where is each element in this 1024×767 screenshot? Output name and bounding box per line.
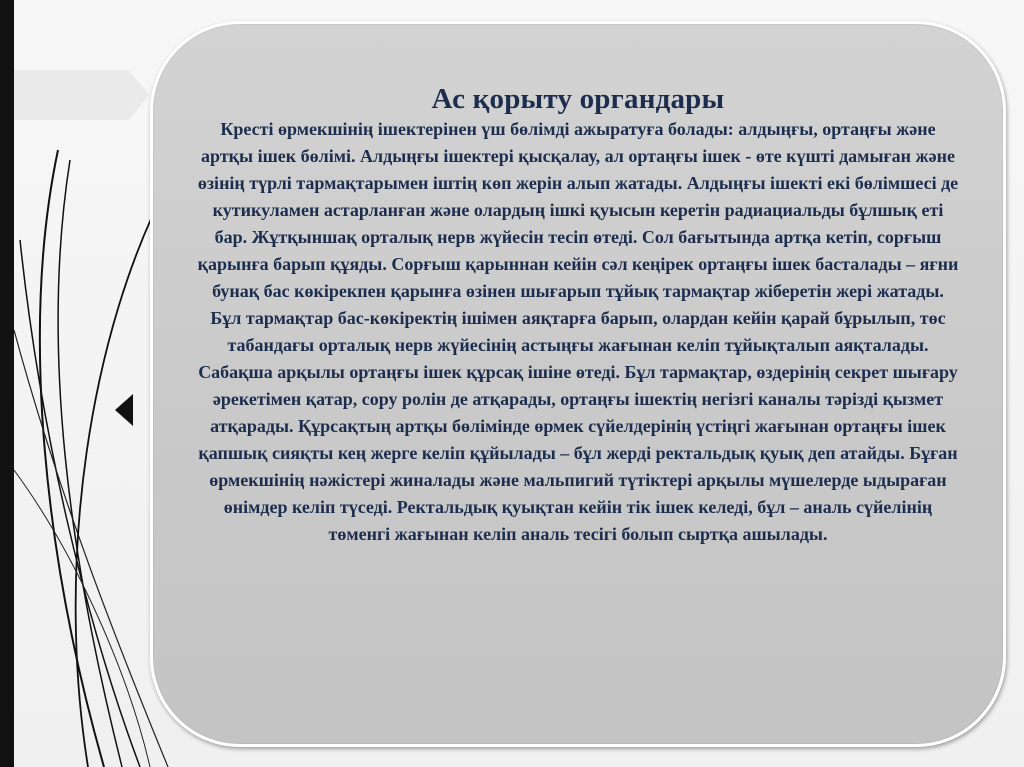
content-text-block: [195, 82, 961, 548]
slide-title: Ас қорыту органдары: [431, 83, 725, 115]
content-panel: [150, 21, 1006, 747]
shadow-arrow-shape: [14, 70, 150, 120]
curve-line-4: [14, 330, 168, 767]
curve-line-2: [58, 160, 122, 767]
triangle-bullet-icon: [115, 394, 133, 426]
curve-line-1: [40, 150, 104, 767]
slide-body-text: Кресті өрмекшінің ішектерінен үш бөлімді ажыратуға болады: алдыңғы, ортаңғы және артқы ішек бөлімі. Алдыңғы ішектері қысқалау, ал ортаңғы ішек - өте күшті дамыған және өзінің түрлі тармақтарымен іштің көп жерін алып жатады. Алдыңғы ішекті екі бөлімшесі де кутикуламен астарланған және олардың ішкі қуысын керетін радиациальды бұлшық еті бар. Жұтқыншақ орталық нерв жүйесін тесіп өтеді. Сол бағытында артқа кетіп, сорғыш қарынға барып құяды. Сорғыш қарыннан кейін сәл кеңірек ортаңғы ішек басталады – яғни бунақ бас көкірекпен қарынға өзінен шығарып тұйық тармақтар жіберетін жері жатады. Бұл тармақтар бас-көкіректің ішімен аяқтарға барып, олардан кейін қарай бұрылып, төс табандағы орталық нерв жүйесінің астыңғы жағынан келіп тұйықталып аяқталады. Сабақша арқылы ортаңғы ішек құрсақ ішіне өтеді. Бұл тармақтар, өздерінің секрет шығару әрекетімен қатар, сору ролін де атқарады, ортаңғы ішектің негізгі каналы тәрізді қызмет атқарады. Құрсақтың артқы бөлімінде өрмек сүйелдерінің үстіңгі жағынан ортаңғы ішек қапшық сияқты кең жерге келіп құйылады – бұл жерді ректальдық қуық деп атайды. Бұған өрмекшінің нәжістері жиналады және мальпигий түтіктері арқылы мүшелерде ыдыраған өнімдер келіп түседі. Ректальдық қуықтан кейін тік ішек келеді, бұл – аналь сүйелінің төменгі жағынан келіп аналь тесігі болып сыртқа ашылады.: [197, 119, 959, 544]
